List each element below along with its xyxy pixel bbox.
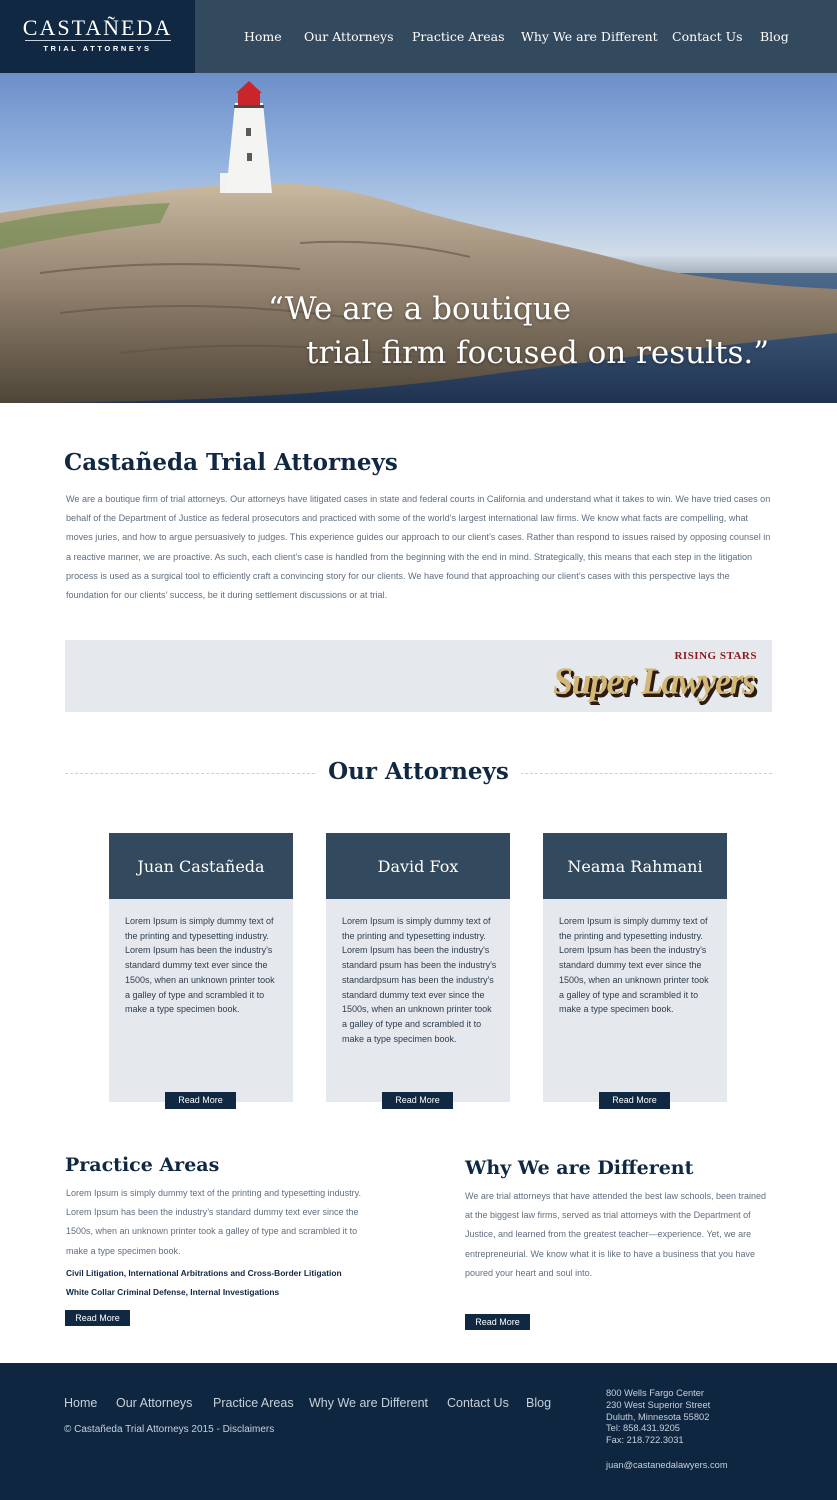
fax-number: Fax: 218.722.3031 [606, 1435, 684, 1446]
site-header [0, 0, 837, 73]
attorney-bio: Lorem Ipsum is simply dummy text of the printing and typesetting industry. Lorem Ipsum has been the industry's standard dummy text ever since the 1500s, when an unknown printer took a galley of type and scrambled it to make a type specimen book. [125, 916, 275, 1015]
attorneys-heading-text: Our Attorneys [316, 758, 521, 785]
about-text: We are a boutique firm of trial attorneys. Our attorneys have litigated cases in state and federal courts in California and understand what it takes to win. We have tried cases on behalf of the Department of Justice as federal prosecutors and practiced with some of the world’s largest international law firms. We know what facts are compelling, what moves juries, and how to argue persuasively to judges. This experience guides our approach to our client’s cases. Rather than respond to issues raised by opposing counsel in a reactive manner, we are proactive. As such, each client’s case is handled from the beginning with the end in mind. Strategically, this means that each step in the litigation process is used as a surgical tool to efficiently craft a convincing story for our clients. We have found that approaching our client’s cases with this perspective lays the foundation for our clients’ success, be it during settlement discussions or at trial. [66, 494, 771, 601]
attorney-bio: Lorem Ipsum is simply dummy text of the printing and typesetting industry. Lorem Ipsum has been the industry's standard psum has been the industry's standardpsum has been the industry's standard dummy text ever since the 1500s, when an unknown printer took a galley of type and scrambled it to make a type specimen book. [342, 916, 497, 1044]
attorney-card-header [543, 833, 727, 899]
logo-divider [25, 40, 171, 41]
footer-copyright[interactable]: © Castañeda Trial Attorneys 2015 - Disclaimers [64, 1424, 275, 1435]
attorney-card-david [326, 833, 510, 1105]
rising-stars-label: RISING STARS [674, 650, 757, 662]
attorney-card-header [326, 833, 510, 899]
attorney-name: Juan Castañeda [137, 857, 265, 876]
read-more-button[interactable]: Read More [382, 1092, 453, 1109]
footer-address [606, 1388, 710, 1447]
attorney-card-neama [543, 833, 727, 1105]
about-title: Castañeda Trial Attorneys [64, 449, 398, 476]
address-line: 800 Wells Fargo Center [606, 1388, 705, 1398]
footer-email-link[interactable]: juan@castanedalawyers.com [606, 1460, 728, 1470]
footer-nav-why-different[interactable]: Why We are Different [309, 1396, 429, 1410]
hero-banner [0, 73, 837, 403]
site-footer [0, 1363, 837, 1500]
address-line: 230 West Superior Street [606, 1399, 711, 1410]
nav-blog[interactable]: Blog [760, 29, 789, 44]
hero-quote-line1: “We are a boutique [268, 291, 572, 327]
read-more-button[interactable]: Read More [165, 1092, 236, 1109]
nav-practice-areas[interactable]: Practice Areas [412, 29, 505, 44]
practice-areas-text: Lorem Ipsum is simply dummy text of the printing and typesetting industry. Lorem Ipsum has been the industry’s standard dummy text ever since the 1500s, when an unknown printer took a galley of type and scrambled it to make a type specimen book. [66, 1188, 361, 1256]
practice-areas-title: Practice Areas [65, 1154, 220, 1176]
practice-read-more-button[interactable]: Read More [65, 1310, 130, 1326]
why-different-title: Why We are Different [465, 1157, 694, 1179]
different-read-more-button[interactable]: Read More [465, 1314, 530, 1330]
read-more-button[interactable]: Read More [599, 1092, 670, 1109]
footer-nav-home[interactable]: Home [64, 1396, 98, 1410]
nav-contact-us[interactable]: Contact Us [672, 29, 743, 44]
footer-nav-blog[interactable]: Blog [526, 1396, 552, 1410]
nav-why-different[interactable]: Why We are Different [521, 29, 658, 44]
practice-areas-list-2: White Collar Criminal Defense, Internal Investigations [66, 1287, 280, 1297]
super-lawyers-logo[interactable] [553, 648, 757, 706]
attorney-bio: Lorem Ipsum is simply dummy text of the printing and typesetting industry. Lorem Ipsum has been the industry's standard dummy text ever since the 1500s, when an unknown printer took a galley of type and scrambled it to make a type specimen book. [559, 916, 709, 1015]
super-lawyers-label: Super Lawyers [553, 660, 755, 702]
address-line: Duluth, Minnesota 55802 [606, 1411, 710, 1422]
phone-number[interactable]: Tel: 858.431.9205 [606, 1423, 680, 1434]
attorney-card-juan [109, 833, 293, 1105]
logo[interactable] [0, 0, 195, 73]
attorney-name: Neama Rahmani [567, 857, 703, 876]
logo-subtitle: TRIAL ATTORNEYS [43, 44, 152, 53]
footer-nav-contact-us[interactable]: Contact Us [447, 1396, 509, 1410]
attorneys-heading [0, 758, 837, 785]
nav-home[interactable]: Home [244, 29, 282, 44]
main-nav [195, 29, 837, 49]
logo-title: CASTAÑEDA [22, 15, 173, 40]
practice-areas-list-1: Civil Litigation, International Arbitrations and Cross-Border Litigation [66, 1268, 342, 1278]
footer-nav-practice-areas[interactable]: Practice Areas [213, 1396, 294, 1410]
why-different-text: We are trial attorneys that have attended the best law schools, been trained at the biggest law firms, served as trial attorneys with the Department of Justice, and learned from the greatest teacher—experience. Yet, we are entrepreneurial. We know what it is like to have a business that you have poured your heart and soul into. [465, 1191, 767, 1278]
nav-our-attorneys[interactable]: Our Attorneys [304, 29, 394, 44]
award-banner [65, 640, 772, 712]
footer-nav-our-attorneys[interactable]: Our Attorneys [116, 1396, 193, 1410]
attorney-name: David Fox [377, 857, 459, 876]
hero-quote-line2: trial firm focused on results.” [306, 335, 770, 371]
attorney-card-header [109, 833, 293, 899]
